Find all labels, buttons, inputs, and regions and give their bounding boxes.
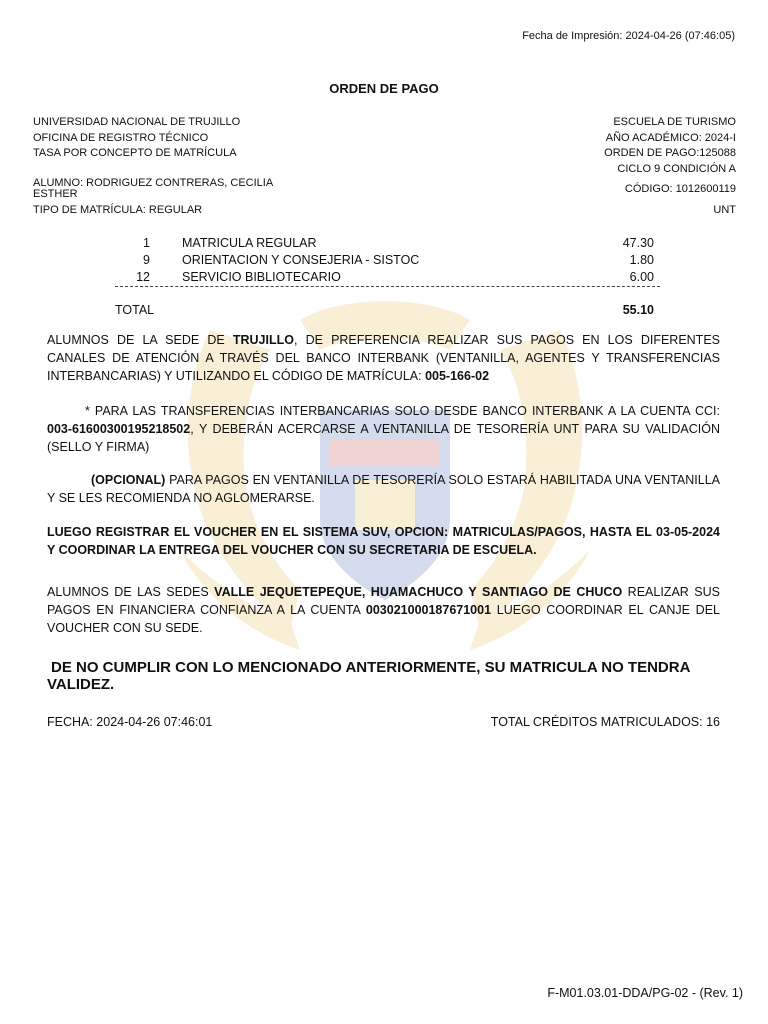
text: ALUMNOS DE LAS SEDES xyxy=(47,585,215,599)
academic-year: AÑO ACADÉMICO: 2024-I xyxy=(605,131,736,144)
item-amount: 47.30 xyxy=(622,236,654,250)
office-name: OFICINA DE REGISTRO TÉCNICO xyxy=(33,131,209,144)
text: ALUMNOS DE LA SEDE DE xyxy=(47,333,233,347)
other-campuses: VALLE JEQUETEPEQUE, HUAMACHUCO Y SANTIAGO DE CHUCO xyxy=(214,585,623,599)
institution-short: UNT xyxy=(713,204,736,216)
student-name xyxy=(33,178,273,200)
header-right xyxy=(604,115,736,177)
form-code: F-M01.03.01-DDA/PG-02 - (Rev. 1) xyxy=(547,986,743,1000)
enrollment-type: TIPO DE MATRÍCULA: REGULAR xyxy=(33,204,203,216)
dashed-separator xyxy=(115,286,660,287)
campus-trujillo: TRUJILLO xyxy=(232,333,294,347)
item-number: 12 xyxy=(136,270,150,284)
header-left xyxy=(33,115,240,162)
item-number: 9 xyxy=(143,253,150,267)
validity-warning: DE NO CUMPLIR CON LO MENCIONADO ANTERIORMENTE, SU MATRICULA NO TENDRA VALIDEZ. xyxy=(47,659,690,693)
cci-account: 003-61600300195218502 xyxy=(47,422,191,436)
item-number: 1 xyxy=(143,236,150,250)
fee-concept: TASA POR CONCEPTO DE MATRÍCULA xyxy=(33,147,237,159)
student-code: CÓDIGO: 1012600119 xyxy=(624,183,736,195)
text: , DE PREFERENCIA REALIZAR SUS PAGOS EN LOS DIFERENTES CANALES DE ATENCIÓN A TRAVÉS DEL BANCO INTERBANK (VENTANILLA, AGENTES Y TRANSFERENCIAS INTERBANCARIAS) Y UTILIZANDO EL CÓDIGO DE MATRÍCULA: xyxy=(47,333,720,383)
confianza-account: 003021000187671001 xyxy=(365,603,492,617)
text: LUEGO COORDINAR EL CANJE DEL VOUCHER CON SU SEDE. xyxy=(47,603,720,635)
text: REALIZAR SUS PAGOS EN FINANCIERA CONFIANZA A LA CUENTA xyxy=(47,585,721,617)
student-name-line2: ESTHER xyxy=(33,188,78,200)
payment-order-number: ORDEN DE PAGO:125088 xyxy=(604,147,736,159)
text: PARA PAGOS EN VENTANILLA DE TESORERÍA SOLO ESTARÁ HABILITADA UNA VENTANILLA Y SE LES RECOMIENDA NO AGLOMERARSE. xyxy=(47,473,720,505)
instruction-other-campuses xyxy=(47,583,720,637)
instruction-voucher: LUEGO REGISTRAR EL VOUCHER EN EL SISTEMA SUV, OPCION: MATRICULAS/PAGOS, HASTA EL 03-05-2024 Y COORDINAR LA ENTREGA DEL VOUCHER CON SU SECRETARIA DE ESCUELA. xyxy=(47,525,720,557)
instruction-transfers xyxy=(47,402,720,456)
cycle-condition: CICLO 9 CONDICIÓN A xyxy=(617,162,736,175)
total-label: TOTAL xyxy=(115,303,155,317)
instruction-optional xyxy=(47,471,720,507)
school-name: ESCUELA DE TURISMO xyxy=(613,116,736,128)
page-title: ORDEN DE PAGO xyxy=(329,81,439,96)
optional-label: (OPCIONAL) xyxy=(91,473,166,487)
instruction-trujillo xyxy=(47,331,720,385)
item-description: ORIENTACION Y CONSEJERIA - SISTOC xyxy=(182,253,420,267)
item-description: SERVICIO BIBLIOTECARIO xyxy=(182,270,341,284)
item-amount: 6.00 xyxy=(629,270,654,284)
item-amount: 1.80 xyxy=(629,253,654,267)
footer-date: FECHA: 2024-04-26 07:46:01 xyxy=(47,715,213,729)
student-name-line1: ALUMNO: RODRIGUEZ CONTRERAS, CECILIA xyxy=(33,177,274,189)
total-amount: 55.10 xyxy=(622,303,654,317)
print-date: Fecha de Impresión: 2024-04-26 (07:46:05) xyxy=(522,30,735,42)
text: * PARA LAS TRANSFERENCIAS INTERBANCARIAS SOLO DESDE BANCO INTERBANK A LA CUENTA CCI: xyxy=(85,404,720,418)
university-name: UNIVERSIDAD NACIONAL DE TRUJILLO xyxy=(33,116,241,128)
enrollment-code: 005-166-02 xyxy=(425,369,490,383)
text: , Y DEBERÁN ACERCARSE A VENTANILLA DE TESORERÍA UNT PARA SU VALIDACIÓN (SELLO Y FIRMA) xyxy=(47,422,720,454)
total-credits: TOTAL CRÉDITOS MATRICULADOS: 16 xyxy=(490,715,720,729)
item-description: MATRICULA REGULAR xyxy=(182,236,317,250)
